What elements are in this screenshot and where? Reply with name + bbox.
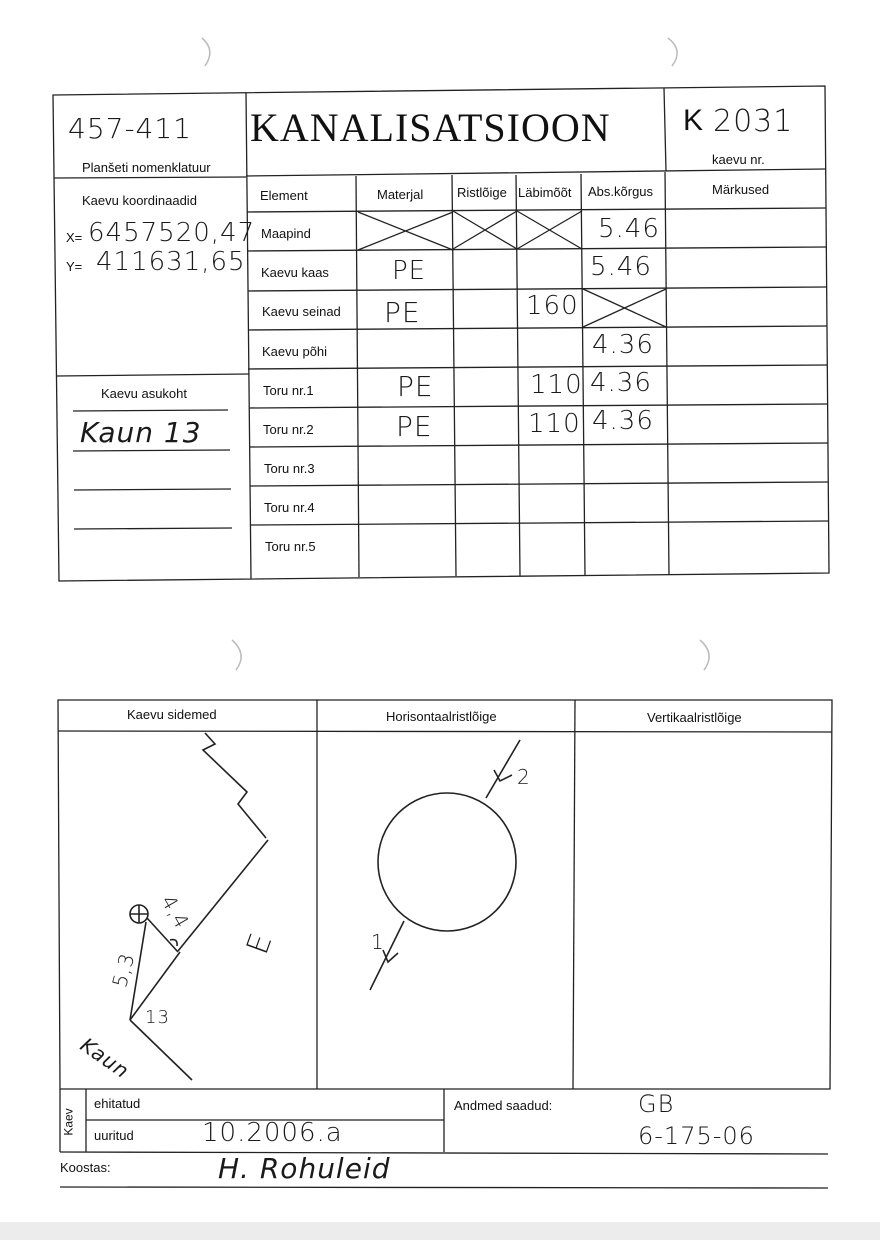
sketch-header-horizontal: Horisontaalristlõige xyxy=(386,709,497,724)
col-header-diameter: Läbimõõt xyxy=(518,185,572,200)
cell-height: 4.36 xyxy=(590,368,652,398)
col-header-notes: Märkused xyxy=(712,182,770,197)
well-prefix: K xyxy=(683,104,704,137)
data-received-label: Andmed saadud: xyxy=(454,1098,553,1113)
built-label: ehitatud xyxy=(94,1096,141,1111)
tie-distance-1: 4,4 xyxy=(156,890,195,934)
cell-diameter: 110 xyxy=(530,370,583,400)
house-number: 13 xyxy=(145,1007,170,1028)
cell-diameter: 160 xyxy=(526,291,579,321)
row-element: Kaevu seinad xyxy=(262,304,341,319)
horizontal-section xyxy=(370,740,520,990)
cell-height: 4.36 xyxy=(592,330,654,360)
y-coordinate: 411631,65 xyxy=(96,247,246,277)
row-element: Kaevu kaas xyxy=(261,265,329,280)
pipe-2-label: 2 xyxy=(517,765,531,789)
coordinates-label: Kaevu koordinaadid xyxy=(82,193,197,208)
cell-height: 5.46 xyxy=(590,252,652,282)
sheet-number: 457-411 xyxy=(68,112,192,145)
cell-material: PE xyxy=(396,410,433,443)
row-element: Toru nr.4 xyxy=(264,500,315,515)
row-element: Toru nr.3 xyxy=(264,461,315,476)
location-value: Kaun 13 xyxy=(80,416,202,449)
well-side-label: Kaev xyxy=(61,1108,76,1136)
x-coordinate: 6457520,47 xyxy=(88,218,256,248)
well-label: kaevu nr. xyxy=(712,152,765,167)
cell-material: PE xyxy=(392,256,427,286)
cell-material: PE xyxy=(384,296,421,329)
cell-material: PE xyxy=(397,370,434,403)
renewed-label: uuritud xyxy=(94,1128,134,1143)
x-prefix: X= xyxy=(66,230,83,245)
row-element: Toru nr.2 xyxy=(263,422,314,437)
well-number: 2031 xyxy=(713,104,794,139)
street-label: Kaun xyxy=(76,1032,135,1084)
tie-distance-2: 5,3 xyxy=(107,950,140,990)
col-header-height: Abs.kõrgus xyxy=(588,184,654,199)
page-title: KANALISATSIOON xyxy=(250,105,611,150)
composer-signature: H. Rohuleid xyxy=(218,1152,391,1185)
col-header-element: Element xyxy=(260,188,308,203)
sheet-label: Planšeti nomenklatuur xyxy=(82,160,211,175)
col-header-cross: Ristlõige xyxy=(457,185,507,200)
row-element: Toru nr.1 xyxy=(263,383,314,398)
data-reference: 6-175-06 xyxy=(638,1122,755,1150)
row-element: Kaevu põhi xyxy=(262,344,328,359)
sketch-header-vertical: Vertikaalristlõige xyxy=(647,710,742,725)
cell-diameter: 110 xyxy=(528,409,581,439)
composed-label: Koostas: xyxy=(60,1160,111,1175)
location-label: Kaevu asukoht xyxy=(101,386,188,401)
renewed-date: 10.2006.a xyxy=(202,1118,343,1148)
col-header-material: Materjal xyxy=(377,187,424,202)
y-prefix: Y= xyxy=(66,259,83,274)
cell-height: 4.36 xyxy=(592,406,654,436)
data-source: GB xyxy=(638,1090,675,1118)
cell-height: 5.46 xyxy=(598,214,660,244)
row-element: Maapind xyxy=(261,226,311,241)
pipe-1-label: 1 xyxy=(371,930,385,954)
scan-edge xyxy=(0,1222,880,1240)
sketch-header-ties: Kaevu sidemed xyxy=(127,707,217,722)
building-mark: E xyxy=(240,928,280,959)
row-element: Toru nr.5 xyxy=(265,539,316,554)
